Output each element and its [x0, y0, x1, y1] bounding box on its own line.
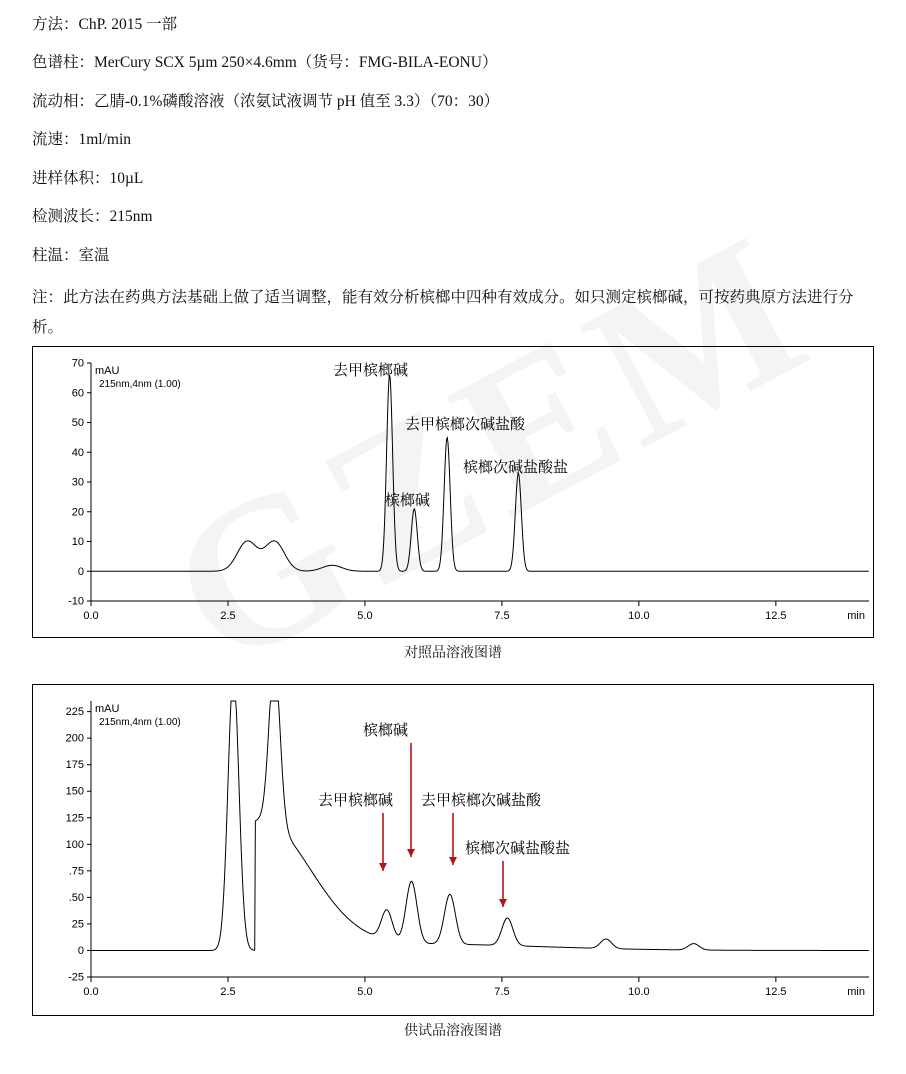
- svg-text:10.0: 10.0: [628, 986, 650, 999]
- svg-text:10.0: 10.0: [628, 610, 650, 623]
- svg-text:mAU: mAU: [95, 703, 120, 716]
- svg-text:0.0: 0.0: [83, 986, 99, 999]
- method-line-2: 流动相：乙腈-0.1%磷酸溶液（浓氨试液调节 pH 值至 3.3）（70：30）: [32, 92, 500, 110]
- svg-text:10: 10: [71, 536, 84, 549]
- method-line-0: 方法：ChP. 2015 一部: [32, 16, 178, 33]
- chart-2-wrapper: [32, 684, 874, 1040]
- svg-text:125: 125: [65, 812, 84, 825]
- svg-text:槟榔次碱盐酸盐: 槟榔次碱盐酸盐: [463, 460, 569, 477]
- svg-text:0: 0: [77, 565, 84, 578]
- svg-text:5.0: 5.0: [357, 610, 373, 623]
- svg-text:12.5: 12.5: [765, 986, 787, 999]
- chart-2-svg: [33, 685, 875, 1015]
- svg-text:50: 50: [71, 417, 84, 430]
- svg-text:2.5: 2.5: [220, 986, 236, 999]
- svg-text:7.5: 7.5: [494, 986, 510, 999]
- method-line-6: 柱温：室温: [32, 246, 110, 264]
- svg-text:去甲槟榔次碱盐酸: 去甲槟榔次碱盐酸: [421, 793, 542, 810]
- svg-text:-25: -25: [68, 971, 84, 984]
- method-note: 注：此方法在药典方法基础上做了适当调整，能有效分析槟榔中四种有效成分。如只测定槟榔碱，可按药典原方法进行分析。: [32, 289, 854, 336]
- svg-text:20: 20: [71, 506, 84, 519]
- chart-1-caption: 对照品溶液图谱: [404, 646, 502, 662]
- svg-text:25: 25: [71, 918, 84, 931]
- svg-text:-10: -10: [68, 595, 84, 608]
- svg-text:.50: .50: [68, 892, 84, 905]
- svg-text:5.0: 5.0: [357, 986, 373, 999]
- svg-text:7.5: 7.5: [494, 610, 510, 623]
- method-line-3: 流速：1ml/min: [32, 131, 132, 149]
- svg-text:100: 100: [65, 838, 84, 851]
- svg-text:槟榔碱: 槟榔碱: [363, 723, 409, 740]
- document-body: [0, 0, 906, 342]
- svg-text:200: 200: [65, 732, 84, 745]
- svg-text:70: 70: [71, 357, 84, 370]
- chart-2-caption: 供试品溶液图谱: [404, 1024, 502, 1040]
- chart-1-svg: [33, 347, 875, 637]
- svg-text:槟榔碱: 槟榔碱: [385, 493, 431, 510]
- svg-text:min: min: [847, 986, 865, 999]
- svg-text:12.5: 12.5: [765, 610, 787, 623]
- svg-text:mAU: mAU: [95, 365, 120, 378]
- svg-text:30: 30: [71, 476, 84, 489]
- svg-text:.75: .75: [68, 865, 84, 878]
- svg-text:225: 225: [65, 706, 84, 719]
- svg-text:215nm,4nm (1.00): 215nm,4nm (1.00): [99, 717, 181, 729]
- method-line-1: 色谱柱：MerCury SCX 5µm 250×4.6mm（货号：FMG-BILA-EONU）: [32, 54, 498, 72]
- method-line-4: 进样体积：10µL: [32, 169, 144, 187]
- svg-text:槟榔次碱盐酸盐: 槟榔次碱盐酸盐: [465, 841, 571, 858]
- chart-1-box: [32, 346, 874, 638]
- svg-text:0.0: 0.0: [83, 610, 99, 623]
- svg-text:60: 60: [71, 387, 84, 400]
- svg-text:40: 40: [71, 446, 84, 459]
- svg-text:去甲槟榔碱: 去甲槟榔碱: [333, 363, 409, 380]
- svg-text:215nm,4nm (1.00): 215nm,4nm (1.00): [99, 379, 181, 391]
- svg-text:150: 150: [65, 785, 84, 798]
- svg-text:去甲槟榔次碱盐酸: 去甲槟榔次碱盐酸: [405, 417, 526, 434]
- svg-text:0: 0: [77, 945, 84, 958]
- method-line-5: 检测波长：215nm: [32, 208, 153, 226]
- svg-text:175: 175: [65, 759, 84, 772]
- chart-1-wrapper: [32, 346, 874, 662]
- svg-text:2.5: 2.5: [220, 610, 236, 623]
- svg-text:去甲槟榔碱: 去甲槟榔碱: [318, 793, 394, 810]
- svg-text:min: min: [847, 610, 865, 623]
- chart-2-box: [32, 684, 874, 1016]
